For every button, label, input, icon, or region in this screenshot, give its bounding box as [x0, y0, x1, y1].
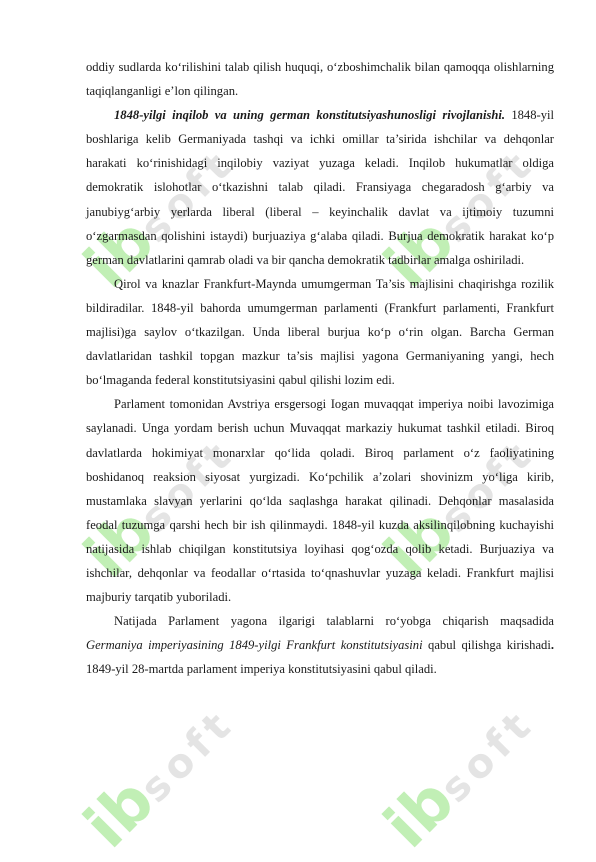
paragraph: [86, 609, 554, 681]
watermark-grey-text: soft: [131, 700, 244, 812]
paragraph: Parlament tomonidan Avstriya ersgersogi Iogan muvaqqat imperiya noibi lavozimiga saylanadi. Unga yordam berish uchun Muvaqqat markaziy hukumat tashkil etiladi. Biroq davlatlarda hokimiyat monarxlar qo‘lida qoladi. Biroq parlament o‘z faoliyatining boshidanoq reaksion siyosat yurgizadi. Ko‘pchilik a’zolari shovinizm yo‘liga kirib, mustamlaka slavyan yerlarini qo‘lda saqlashga harakat qilinadi. Dehqonlar masalasida feodal tuzumga qarshi hech bir ish qilinmaydi. 1848-yil kuzda aksilinqilobning kuchayishi natijasida ishlab chiqilgan konstitutsiya loyihasi qog‘ozda qolib ketadi. Burjuaziya va ishchilar, dehqonlar va feodallar o‘rtasida to‘qnashuvlar yuzaga keladi. Frankfurt majlisi majburiy tarqatib yuboriladi.: [86, 397, 554, 605]
watermark-green-text: ib: [70, 203, 169, 302]
watermark-grey-text: soft: [431, 140, 544, 252]
document-page: [86, 55, 554, 681]
paragraph-text: 1848-yil boshlariga kelib Germaniyada tashqi va ichki omillar ta’sirida ishchilar va dehqonlar harakati ko‘rinishidagi inqilobiy vaziyat yuzaga keladi. Inqilob hukumatlar oldiga demokratik islohotlar o‘tkazishni talab qiladi. Fransiyaga chegaradosh g‘arbiy va janubiyg‘arbiy yerlarda liberal (liberal – keyinchalik davlat va ijtimoiy tuzumni o‘zgarmasdan qolishini istaydi) burjuaziya g‘alaba qiladi. Burjua demokratik harakat ko‘p german davlatlarini qamrab oladi va bir qancha demokratik tadbirlar amalga oshiriladi.: [86, 108, 554, 267]
watermark-green-text: ib: [70, 763, 169, 862]
bold-period: .: [550, 638, 554, 653]
watermark: [370, 685, 547, 862]
paragraph-text: Natijada Parlament yagona ilgarigi talablarni ro‘yobga chiqarish maqsadida: [114, 614, 554, 629]
watermark: [70, 685, 247, 862]
watermark-grey-text: soft: [131, 140, 244, 252]
watermark-grey-text: soft: [131, 430, 244, 542]
watermark-grey-text: soft: [431, 700, 544, 812]
paragraph-text: qabul qilishga kirishadi: [422, 638, 551, 653]
section-heading: 1848-yilgi inqilob va uning german konstitutsiyashunosligi rivojlanishi.: [114, 108, 505, 123]
paragraph-text: 1849-yil 28-martda parlament imperiya konstitutsiyasini qabul qiladi.: [86, 662, 437, 677]
watermark-green-text: ib: [370, 493, 469, 592]
paragraph: oddiy sudlarda ko‘rilishini talab qilish huquqi, o‘zboshimchalik bilan qamoqqa olishlarning taqiqlanganligi e’lon qilingan.: [86, 60, 554, 99]
paragraph: [86, 103, 554, 272]
constitution-title: Germaniya imperiyasining 1849-yilgi Frankfurt konstitutsiyasini: [86, 638, 423, 653]
paragraph: Qirol va knazlar Frankfurt-Maynda umumgerman Ta’sis majlisini chaqirishga rozilik bildiradilar. 1848-yil bahorda umumgerman parlamenti (Frankfurt parlamenti, Frankfurt majlisi)ga saylov o‘tkazilgan. Unda liberal burjua ko‘p o‘rin olgan. Barcha German davlatlaridan tashkil topgan mazkur ta’sis majlisi yagona Germaniyaning yangi, hech bo‘lmaganda federal konstitutsiyasini qabul qilishi lozim edi.: [86, 276, 554, 388]
watermark-green-text: ib: [370, 203, 469, 302]
watermark-green-text: ib: [70, 493, 169, 592]
watermark-green-text: ib: [370, 763, 469, 862]
watermark-grey-text: soft: [431, 430, 544, 542]
